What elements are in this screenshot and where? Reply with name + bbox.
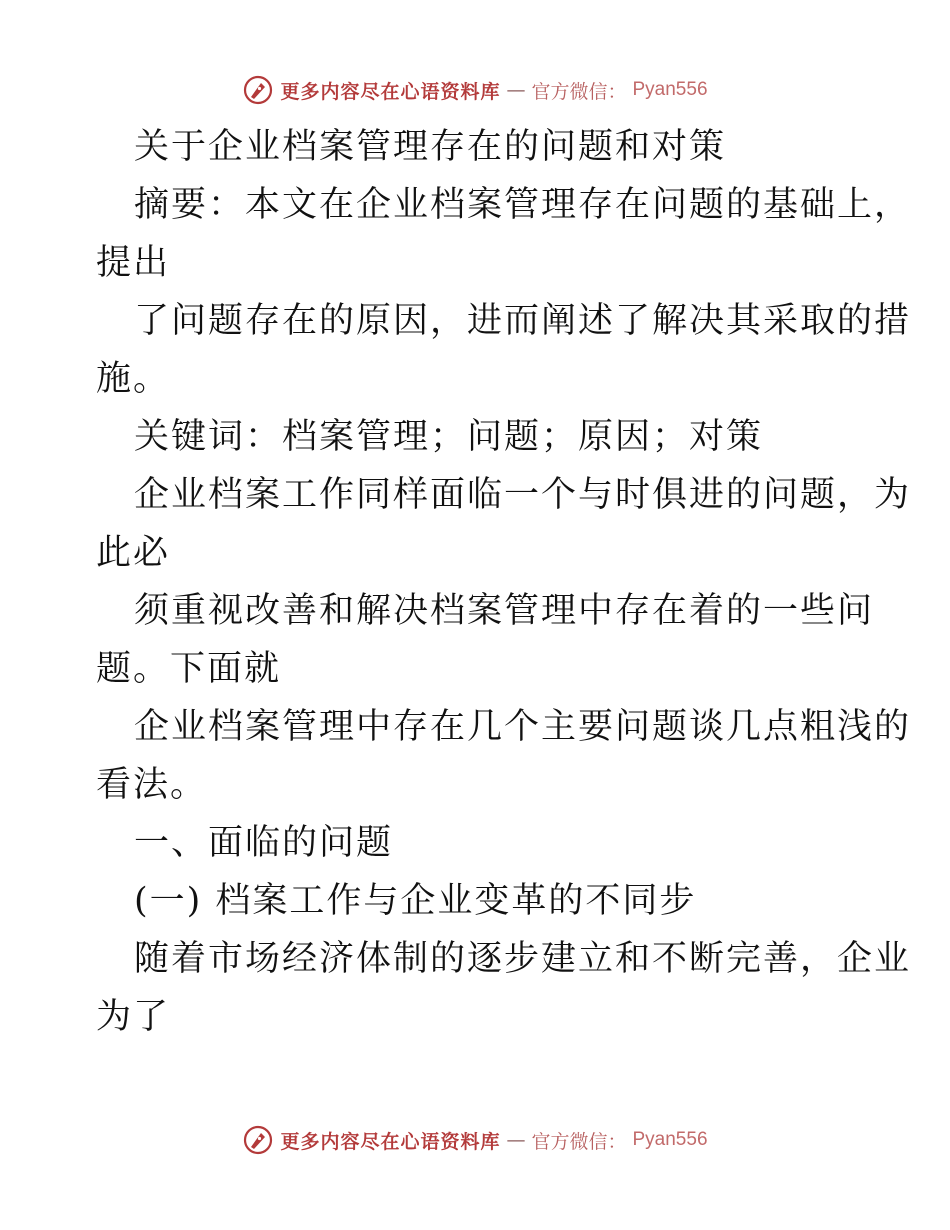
subsection-heading: (一) 档案工作与企业变革的不同步 — [134, 881, 697, 921]
text-line: 企业档案管理中存在几个主要问题谈几点粗浅的 — [134, 707, 912, 747]
text-line: 题。下面就 — [96, 649, 282, 689]
text-line: 随着市场经济体制的逐步建立和不断完善，企业 — [134, 939, 912, 979]
watermark-wechat-id: Pyan556 — [632, 1129, 708, 1150]
text-line: 提出 — [96, 243, 171, 283]
text-line: 此必 — [96, 533, 171, 573]
pen-nib-logo-icon — [242, 74, 274, 106]
pen-nib-logo-icon — [242, 1124, 274, 1156]
document-title: 关于企业档案管理存在的问题和对策 — [134, 127, 727, 167]
text-line: 了问题存在的原因，进而阐述了解决其采取的措 — [134, 301, 912, 341]
watermark-text: 更多内容尽在心语资料库 — [280, 80, 501, 103]
watermark-banner-bottom — [0, 1120, 950, 1160]
text-line: 企业档案工作同样面临一个与时俱进的问题，为 — [134, 475, 912, 515]
section-heading: 一、面临的问题 — [134, 823, 394, 863]
watermark-text: 更多内容尽在心语资料库 — [280, 1130, 501, 1153]
text-line: 看法。 — [96, 765, 208, 805]
watermark-wechat-id: Pyan556 — [632, 79, 708, 100]
watermark-wechat-label: 官方微信： — [531, 1130, 627, 1153]
text-line: 施。 — [96, 359, 171, 399]
watermark-dash: — — [506, 1129, 526, 1151]
text-line: 为了 — [96, 997, 171, 1037]
keywords-line: 关键词：档案管理；问题；原因；对策 — [134, 417, 764, 457]
text-line: 摘要：本文在企业档案管理存在问题的基础上， — [134, 185, 912, 225]
document-body — [96, 118, 912, 1046]
watermark-dash: — — [506, 79, 526, 101]
text-line: 须重视改善和解决档案管理中存在着的一些问 — [134, 591, 875, 631]
watermark-banner-top — [0, 70, 950, 110]
watermark-wechat-label: 官方微信： — [531, 80, 627, 103]
